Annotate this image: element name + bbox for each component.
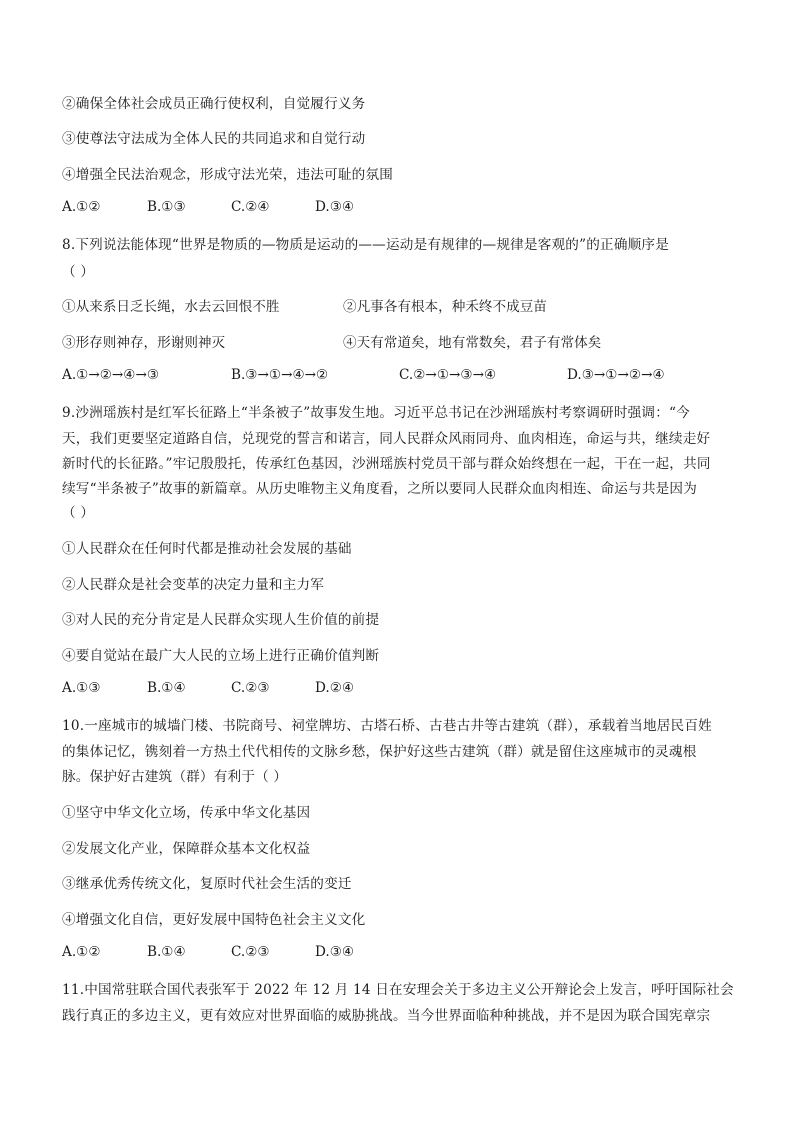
q7-answer-b: B.①③ <box>147 199 186 215</box>
q9-stem-line-3: 新时代的长征路。”牢记殷殷托，传承红色基因，沙洲瑶族村党员干部与群众始终想在一起，干在一起，共同 <box>62 456 711 472</box>
q9-stem-line-4: 续写“半条被子”故事的新篇章。从历史唯物主义角度看，之所以要同人民群众血肉相连、命运与共是因为 <box>62 481 698 497</box>
q10-answer-b: B.①④ <box>147 944 186 960</box>
q10-answer-a: A.①② <box>62 944 101 960</box>
q8-option-1: ①从来系日乏长绳，水去云回恨不胜 <box>62 299 280 315</box>
q9-option-3: ③对人民的充分肯定是人民群众实现人生价值的前提 <box>62 612 380 628</box>
q9-answer-d: D.②④ <box>315 680 355 696</box>
q9-stem-line-2: 天，我们更要坚定道路自信，兑现党的誓言和诺言，同人民群众风雨同舟、血肉相连，命运与共，继续走好 <box>62 431 711 447</box>
q10-option-2: ②发展文化产业，保障群众基本文化权益 <box>62 841 311 857</box>
q10-option-4: ④增强文化自信，更好发展中国特色社会主义文化 <box>62 912 366 928</box>
q7-option-2: ②确保全体社会成员正确行使权利，自觉履行义务 <box>62 96 366 112</box>
q8-option-2: ②凡事各有根本，种禾终不成豆苗 <box>343 299 547 315</box>
q9-option-2: ②人民群众是社会变革的决定力量和主力军 <box>62 577 325 593</box>
q10-answer-c: C.②③ <box>231 944 270 960</box>
q8-answer-c: C.②→①→③→④ <box>399 367 497 383</box>
q8-option-4: ④天有常道矣，地有常数矣，君子有常体矣 <box>343 335 602 351</box>
q10-answer-d: D.③④ <box>315 944 355 960</box>
q9-answer-b: B.①④ <box>147 680 186 696</box>
q7-answer-d: D.③④ <box>315 199 355 215</box>
q8-stem-line-2: （ ） <box>62 264 95 280</box>
q8-stem-line-1: 8.下列说法能体现“世界是物质的—物质是运动的——运动是有规律的—规律是客观的”的正确顺序是 <box>62 237 670 253</box>
q10-stem-line-3: 脉。保护好古建筑（群）有利于（ ） <box>62 769 288 785</box>
q9-answer-a: A.①③ <box>62 680 101 696</box>
q10-option-3: ③继承优秀传统文化，复原时代社会生活的变迁 <box>62 876 352 892</box>
q7-answer-a: A.①② <box>62 199 101 215</box>
q10-stem-line-1: 10.一座城市的城墙门楼、书院商号、祠堂牌坊、古塔石桥、古巷古井等古建筑（群），承载着当地居民百姓 <box>62 718 712 734</box>
q9-option-1: ①人民群众在任何时代都是推动社会发展的基础 <box>62 541 352 557</box>
q9-option-4: ④要自觉站在最广大人民的立场上进行正确价值判断 <box>62 648 380 664</box>
q9-answer-c: C.②③ <box>231 680 270 696</box>
q7-answer-c: C.②④ <box>231 199 270 215</box>
q9-stem-line-1: 9.沙洲瑶族村是红军长征路上“半条被子”故事发生地。习近平总书记在沙洲瑶族村考察调研时强调：“今 <box>62 405 690 421</box>
q8-option-3: ③形存则神存，形谢则神灭 <box>62 335 226 351</box>
q7-option-3: ③使尊法守法成为全体人民的共同追求和自觉行动 <box>62 131 366 147</box>
q10-option-1: ①坚守中华文化立场，传承中华文化基因 <box>62 805 311 821</box>
q8-answer-b: B.③→①→④→② <box>231 367 329 383</box>
q11-stem-line-2: 践行真正的多边主义，更有效应对世界面临的威胁挑战。当今世界面临种种挑战，并不是因为联合国宪章宗 <box>62 1008 711 1024</box>
q8-answer-a: A.①→②→④→③ <box>62 367 160 383</box>
q9-stem-line-5: （ ） <box>62 505 95 521</box>
q11-stem-line-1: 11.中国常驻联合国代表张军于 2022 年 12 月 14 日在安理会关于多边主义公开辩论会上发言，呼吁国际社会 <box>62 982 734 998</box>
q7-option-4: ④增强全民法治观念，形成守法光荣，违法可耻的氛围 <box>62 167 394 183</box>
q8-answer-d: D.③→①→②→④ <box>567 367 665 383</box>
q10-stem-line-2: 的集体记忆，镌刻着一方热土代代相传的文脉乡愁，保护好这些古建筑（群）就是留住这座城市的灵魂根 <box>62 744 697 760</box>
